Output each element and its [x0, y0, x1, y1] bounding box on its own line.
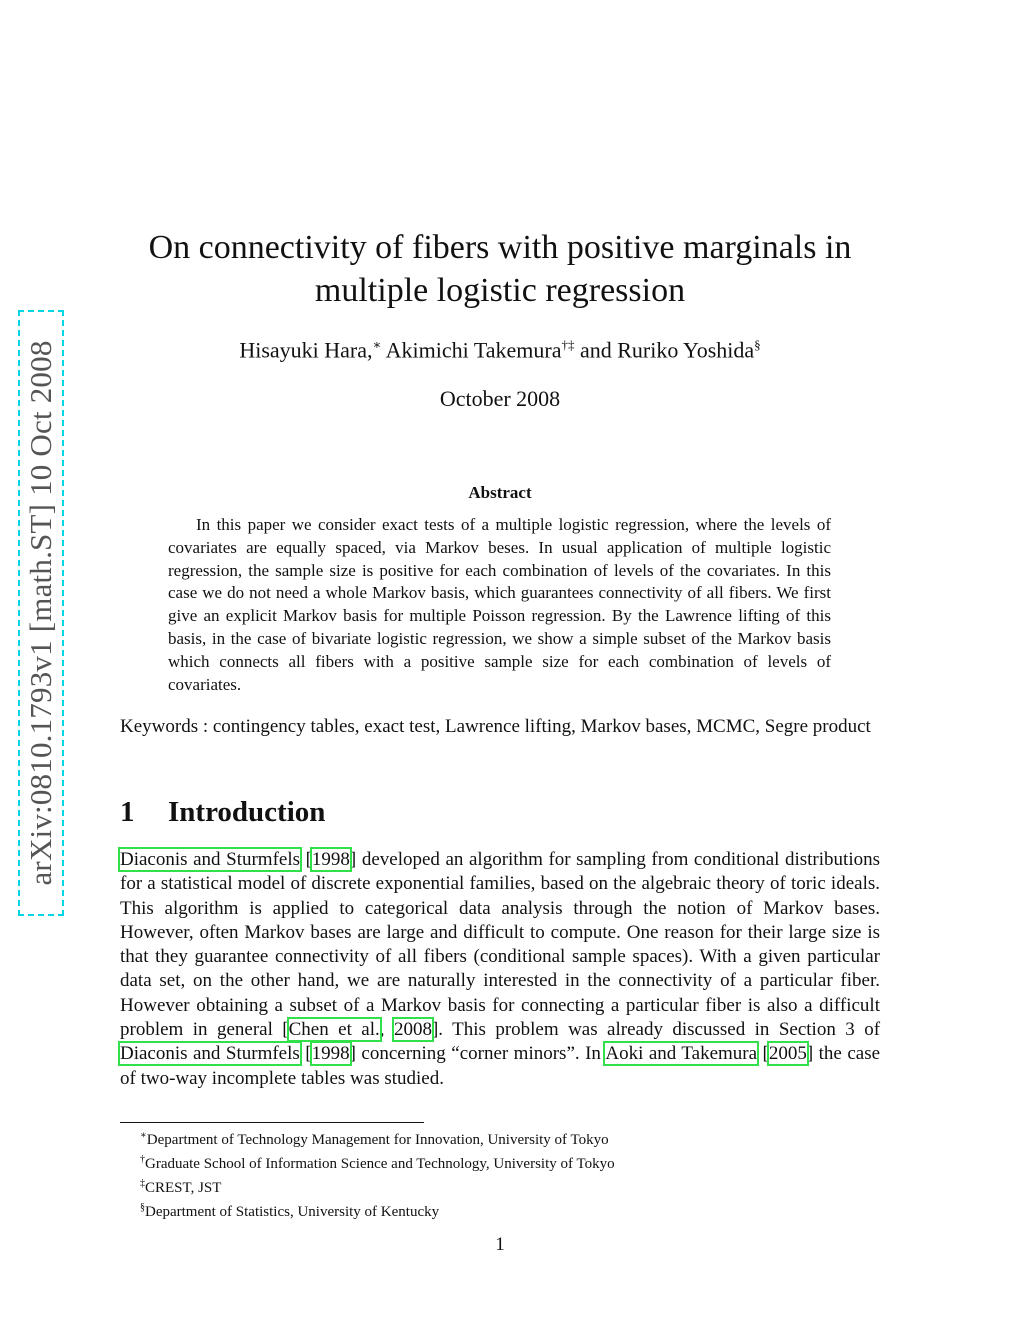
arxiv-identifier-stamp[interactable]: [18, 310, 64, 916]
page-number: 1: [495, 1234, 505, 1255]
author-name: Hisayuki Hara: [239, 337, 367, 363]
footnote-text: Department of Statistics, University of Kentucky: [145, 1204, 440, 1220]
citation-year-link[interactable]: 1998: [311, 849, 350, 870]
author-footnote-mark[interactable]: †‡: [561, 337, 575, 352]
abstract-text: In this paper we consider exact tests of a multiple logistic regression, where the levels of covariates are equally spaced, via Markov beses. In usual application of multiple logistic regression, the sample size is positive for each combination of levels of the covariates. In this case we do not need a whole Markov basis, which guarantees connectivity of all fibers. We first give an explicit Markov basis for multiple Poisson regression. By the Lawrence lifting of this basis, in the case of bivariate logistic regression, we show a simple subset of the Markov basis which connects all fibers with a positive sample size for each combination of levels of covariates.: [168, 515, 831, 694]
footnote-text: CREST, JST: [145, 1180, 222, 1196]
publication-date: October 2008: [439, 386, 561, 411]
author-name: Ruriko Yoshida: [617, 337, 755, 363]
section-number: 1: [120, 796, 135, 828]
citation-link[interactable]: Aoki and Takemura: [605, 1043, 758, 1065]
footnote: [140, 1174, 615, 1198]
abstract-heading: Abstract: [468, 483, 532, 502]
paper-title: On connectivity of fibers with positive marginals in multiple logistic regression: [148, 229, 852, 309]
footnote: [140, 1150, 615, 1174]
citation-link[interactable]: Diaconis and Sturmfels: [120, 849, 301, 870]
intro-text: This problem was already discussed in Section 3 of: [452, 1019, 881, 1041]
intro-paragraph: Diaconis and Sturmfels [1998] developed an algorithm for sampling from conditional distributions for a statistical model of discrete exponential families, based on the algebraic theory of toric ideals. This algorithm is applied to categorical data analysis through the notion of Markov bases. However, often Markov bases are large and difficult to compute. One reason for their large size is that they guarantee connectivity of all fibers (conditional sample spaces). With a given particular data set, on the other hand, we are naturally interested in the connectivity of a particular fiber. However obtaining a subset of a Markov basis for connecting a particular fiber is also a difficult problem in general [Chen et al., 2008]. This problem was already discussed in Section 3 of Diaconis and Sturmfels [1998] concerning “corner minors”. In Aoki and Takemura [2005] the case of two-way incomplete tables was studied.: [120, 849, 881, 1089]
author-footnote-mark[interactable]: ∗: [372, 337, 382, 352]
intro-text: developed an algorithm for sampling from conditional distributions for a statistical model of discrete exponential families, based on the algebraic theory of toric ideals. This algorithm is applied to categorical data analysis through the notion of Markov bases. However, often Markov bases are large and difficult to compute. One reason for their large size is that they guarantee connectivity of all fibers (conditional sample spaces). With a given particular data set, on the other hand, we are naturally interested in the connectivity of a particular fiber. However obtaining a subset of a Markov basis for connecting a particular fiber is also a difficult problem in general: [120, 849, 880, 1041]
footnote-mark: ∗: [140, 1130, 147, 1141]
citation-link[interactable]: Chen et al.: [288, 1019, 380, 1041]
citation-year-link[interactable]: 1998: [311, 1043, 350, 1065]
author-footnote-mark[interactable]: §: [754, 337, 761, 352]
footnote-text: Graduate School of Information Science and Technology, University of Tokyo: [145, 1156, 615, 1172]
section-title: Introduction: [168, 796, 326, 828]
footnote: [140, 1198, 615, 1222]
intro-text: the case of two-way incomplete tables was studied.: [120, 1043, 881, 1089]
footnote-mark: ‡: [140, 1178, 145, 1189]
arxiv-id-text: arXiv:0810.1793v1 [math.ST] 10 Oct 2008: [23, 340, 58, 886]
footnote: [140, 1126, 615, 1150]
citation-link[interactable]: Diaconis and Sturmfels: [120, 1043, 300, 1065]
footnotes: [140, 1126, 615, 1222]
keywords: Keywords : contingency tables, exact test, Lawrence lifting, Markov bases, MCMC, Segre product: [120, 716, 871, 737]
footnote-mark: §: [140, 1202, 145, 1213]
author-list: Hisayuki Hara,∗ Akimichi Takemura†‡ and Ruriko Yoshida§: [239, 337, 761, 363]
footnote-mark: †: [140, 1154, 145, 1165]
footnote-text: Department of Technology Management for Innovation, University of Tokyo: [146, 1132, 609, 1148]
section-heading: [120, 796, 325, 829]
author-name: Akimichi Takemura: [385, 337, 562, 363]
citation-year-link[interactable]: 2008: [393, 1019, 432, 1041]
intro-text: concerning “corner minors”. In: [361, 1043, 601, 1065]
citation-year-link[interactable]: 2005: [768, 1043, 807, 1065]
footnote-divider: [120, 1122, 424, 1123]
